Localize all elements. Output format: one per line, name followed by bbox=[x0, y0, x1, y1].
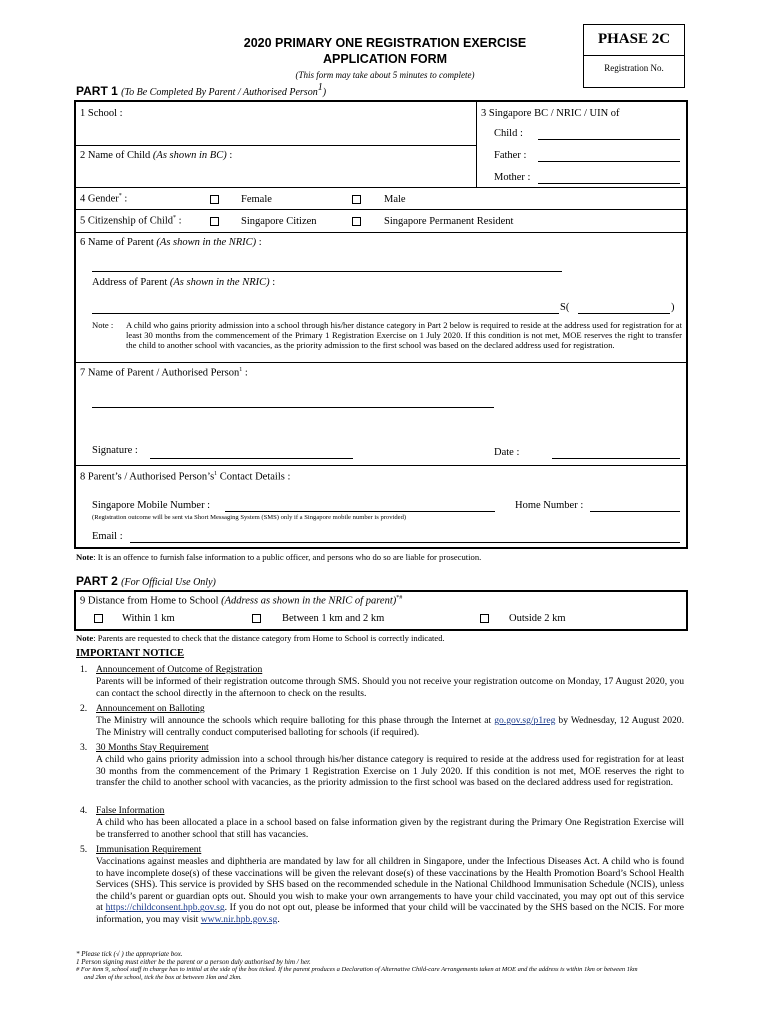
distance-within-1km-label: Within 1 km bbox=[122, 613, 175, 624]
child-id-field[interactable] bbox=[538, 139, 680, 140]
notice-item-heading: Immunisation Requirement bbox=[96, 844, 202, 855]
authorised-person-field[interactable] bbox=[92, 407, 494, 408]
part2-heading: PART 2 (For Official Use Only) bbox=[76, 574, 216, 588]
note-label: Note : bbox=[92, 320, 114, 330]
notice-item-body: The Ministry will announce the schools which require balloting for this phase through the Internet at go.gov.sg/p1reg by Wednesday, 12 August 2020. The Ministry will centrally conduct computerised balloting for schools (if required). bbox=[96, 715, 684, 738]
parent-name-label: 6 Name of Parent (As shown in the NRIC) : bbox=[80, 237, 262, 248]
form-title: 2020 PRIMARY ONE REGISTRATION EXERCISE bbox=[243, 36, 527, 50]
date-field[interactable] bbox=[552, 458, 680, 459]
notice-item-body: Vaccinations against measles and diphtheria are mandated by law for all children in Singapore, under the Infectious Diseases Act. A child who is found to have incomplete dose(s) of these vaccinations will be given the relevant dose(s) of these vaccinations by the Health Promotion Board’s School Health Services (SHS). This service is provided by SHS based on the recommended schedule in the National Childhood Immunisation Schedule (NCIS), unless the child’s parent or guardian opts out. Should you wish to make your own arrangements to have your child vaccinated, you may opt out of this service at https://childconsent.hpb.gov.sg. If you do not opt out, please be informed that your child will be vaccinated by the SHS based on the NCIS. For more information, you may visit www.nir.hpb.gov.sg. bbox=[96, 856, 685, 925]
parent-name-field[interactable] bbox=[92, 271, 562, 272]
signature-label: Signature : bbox=[92, 445, 138, 456]
authorised-person-label: 7 Name of Parent / Authorised Person$^1$ : bbox=[80, 367, 248, 379]
father-id-label: Father : bbox=[494, 150, 527, 161]
child-name-label: 2 Name of Child (As shown in BC) : bbox=[80, 150, 233, 161]
distance-outside-2km-label: Outside 2 km bbox=[509, 613, 566, 624]
mother-id-label: Mother : bbox=[494, 172, 531, 183]
footnote-item9-cont: and 2km of the school, tick the box at between 1km and 2km. bbox=[84, 974, 242, 981]
mobile-field[interactable] bbox=[225, 511, 495, 512]
footnote-tick: * Please tick (√ ) the appropriate box. bbox=[76, 950, 183, 958]
distance-1-2km-label: Between 1 km and 2 km bbox=[282, 613, 385, 624]
notice-title: IMPORTANT NOTICE bbox=[76, 648, 185, 659]
mother-id-field[interactable] bbox=[538, 183, 680, 184]
home-number-field[interactable] bbox=[590, 511, 680, 512]
footnote-signing: 1 Person signing must either be the parent or a person duly authorised by him / her. bbox=[76, 958, 311, 966]
notice-item-body: Parents will be informed of their registration outcome through SMS. Should you not receive your registration outcome on Monday, 17 August 2020, you can contact the school directly in the afternoon to check on the results. bbox=[96, 676, 684, 699]
notice-item-heading: Announcement of Outcome of Registration bbox=[96, 664, 263, 675]
citizenship-sc-label: Singapore Citizen bbox=[241, 216, 317, 227]
phase-label: PHASE 2C bbox=[597, 31, 671, 47]
notice-item-num: 1. bbox=[80, 664, 88, 675]
email-label: Email : bbox=[92, 531, 123, 542]
distance-note: Note: Parents are requested to check that the distance category from Home to School is correctly indicated. bbox=[76, 633, 445, 643]
distance-1-2km-checkbox[interactable] bbox=[252, 614, 261, 623]
form-time-note: (This form may take about 5 minutes to complete) bbox=[295, 70, 475, 80]
notice-item-num: 5. bbox=[80, 844, 88, 855]
notice-item-heading: Announcement on Balloting bbox=[96, 703, 205, 714]
distance-within-1km-checkbox[interactable] bbox=[94, 614, 103, 623]
notice-item-num: 3. bbox=[80, 742, 88, 753]
gender-male-label: Male bbox=[384, 194, 406, 205]
gender-female-checkbox[interactable] bbox=[210, 195, 219, 204]
notice-item-body: A child who gains priority admission into a school through his/her distance category is required to reside at the address used for registration for at least 30 months from the commencement of the Primary 1 Registration Exercise on 1 July 2020. If this condition is not met, MOE reserves the right to transfer the child to another school with vacancies, as the priority admission to the first school was based on the declared address used for registration. bbox=[96, 754, 684, 789]
distance-note-text: A child who gains priority admission into a school through his/her distance category in Part 2 below is required to reside at the address used for registration for at least 30 months from the commencement of the Primary 1 Registration Exercise on 1 July 2020. If this condition is not met, MOE reserves the right to transfer the child to another school with vacancies, as the priority admission to the first school was based on the declared address used for registration. bbox=[126, 320, 682, 351]
distance-label: 9 Distance from Home to School (Address as shown in the NRIC of parent)*# bbox=[80, 595, 403, 607]
bc-label: 3 Singapore BC / NRIC / UIN of bbox=[481, 108, 620, 119]
notice-item-body: A child who has been allocated a place in a school based on false information given by the registrant during the Primary One Registration Exercise will be transferred to another school that still has vacancies. bbox=[96, 817, 684, 840]
notice-item-num: 2. bbox=[80, 703, 88, 714]
home-number-label: Home Number : bbox=[515, 500, 584, 511]
father-id-field[interactable] bbox=[538, 161, 680, 162]
phase-box bbox=[583, 24, 685, 88]
citizenship-pr-label: Singapore Permanent Resident bbox=[384, 216, 514, 227]
gender-male-checkbox[interactable] bbox=[352, 195, 361, 204]
school-label: 1 School : bbox=[80, 108, 123, 119]
citizenship-label: 5 Citizenship of Child* : bbox=[80, 215, 182, 227]
registration-number-label: Registration No. bbox=[604, 63, 664, 73]
child-id-label: Child : bbox=[494, 128, 523, 139]
part1-heading: PART 1 (To Be Completed By Parent / Authorised Person$^1$) bbox=[76, 82, 327, 98]
address-field[interactable] bbox=[92, 313, 559, 314]
form-subtitle-title: APPLICATION FORM bbox=[322, 52, 448, 66]
citizenship-pr-checkbox[interactable] bbox=[352, 217, 361, 226]
email-field[interactable] bbox=[130, 542, 680, 543]
nir-link[interactable]: www.nir.hpb.gov.sg bbox=[200, 913, 278, 925]
signature-field[interactable] bbox=[150, 458, 353, 459]
footnote-item9: # For item 9, school staff in charge has to initial at the side of the box ticked. If the parent produces a Declaration of Alternative Child-care Arrangements taken at MOE and the address is within 1km or between 1km bbox=[76, 966, 638, 973]
contact-details-label: 8 Parent’s / Authorised $Person’s^1$ Contact Details : bbox=[80, 471, 291, 483]
mobile-label: Singapore Mobile Number : bbox=[92, 500, 211, 511]
balloting-link[interactable]: go.gov.sg/p1reg bbox=[494, 715, 556, 726]
gender-label: 4 Gender* : bbox=[80, 193, 128, 205]
date-label: Date : bbox=[494, 447, 520, 458]
mobile-hint: (Registration outcome will be sent via Short Messaging System (SMS) only if a Singapore mobile number is provided) bbox=[92, 514, 407, 521]
postal-prefix: S( bbox=[560, 302, 570, 313]
citizenship-sc-checkbox[interactable] bbox=[210, 217, 219, 226]
address-label: Address of Parent (As shown in the NRIC) : bbox=[92, 277, 276, 288]
gender-female-label: Female bbox=[241, 194, 272, 205]
notice-item-heading: False Information bbox=[96, 805, 165, 816]
notice-item-num: 4. bbox=[80, 805, 88, 816]
postal-code-field[interactable] bbox=[578, 313, 670, 314]
notice-item-heading: 30 Months Stay Requirement bbox=[96, 742, 209, 753]
distance-outside-2km-checkbox[interactable] bbox=[480, 614, 489, 623]
childconsent-link[interactable]: https://childconsent.hpb.gov.sg bbox=[105, 902, 225, 914]
postal-suffix: ) bbox=[671, 302, 675, 313]
offence-note: Note: It is an offence to furnish false information to a public officer, and persons who do so are liable for prosecution. bbox=[76, 552, 482, 562]
